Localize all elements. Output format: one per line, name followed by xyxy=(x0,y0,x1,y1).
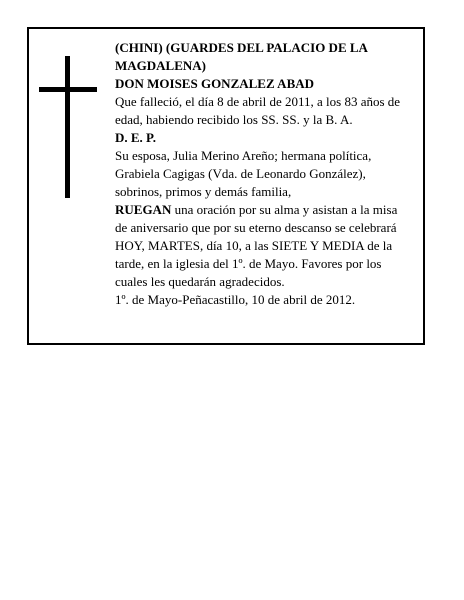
request-line-1 xyxy=(115,201,419,219)
heading-line-2: MAGDALENA) xyxy=(115,58,206,73)
deceased-name: DON MOISES GONZALEZ ABAD xyxy=(115,76,315,91)
heading-line-1: (CHINI) (GUARDES DEL PALACIO DE LA xyxy=(115,40,368,55)
place-date: 1º. de Mayo-Peñacastillo, 10 de abril de 2012. xyxy=(115,292,356,307)
obituary-notice xyxy=(27,27,425,345)
family-line-2: Grabiela Cagigas (Vda. de Leonardo González), xyxy=(115,166,366,181)
request-line-1-rest: una oración por su alma y asistan a la misa xyxy=(171,202,398,217)
request-line-5: cuales les quedarán agradecidos. xyxy=(115,274,285,289)
cross-vertical-bar xyxy=(65,56,70,198)
family-line-3: sobrinos, primos y demás familia, xyxy=(115,184,292,199)
death-line-1: Que falleció, el día 8 de abril de 2011, a los 83 años de xyxy=(115,94,401,109)
request-line-2: de aniversario que por su eterno descanso se celebrará xyxy=(115,220,397,235)
family-line-1: Su esposa, Julia Merino Areño; hermana política, xyxy=(115,148,372,163)
cross-horizontal-bar xyxy=(39,87,97,92)
ruegan-label: RUEGAN xyxy=(115,202,172,217)
cross-icon xyxy=(39,56,97,198)
death-line-2: edad, habiendo recibido los SS. SS. y la B. A. xyxy=(115,112,353,127)
request-line-4: tarde, en la iglesia del 1º. de Mayo. Favores por los xyxy=(115,256,382,271)
request-line-3: HOY, MARTES, día 10, a las SIETE Y MEDIA de la xyxy=(115,238,393,253)
notice-text xyxy=(115,39,419,309)
dep-label: D. E. P. xyxy=(115,130,157,145)
